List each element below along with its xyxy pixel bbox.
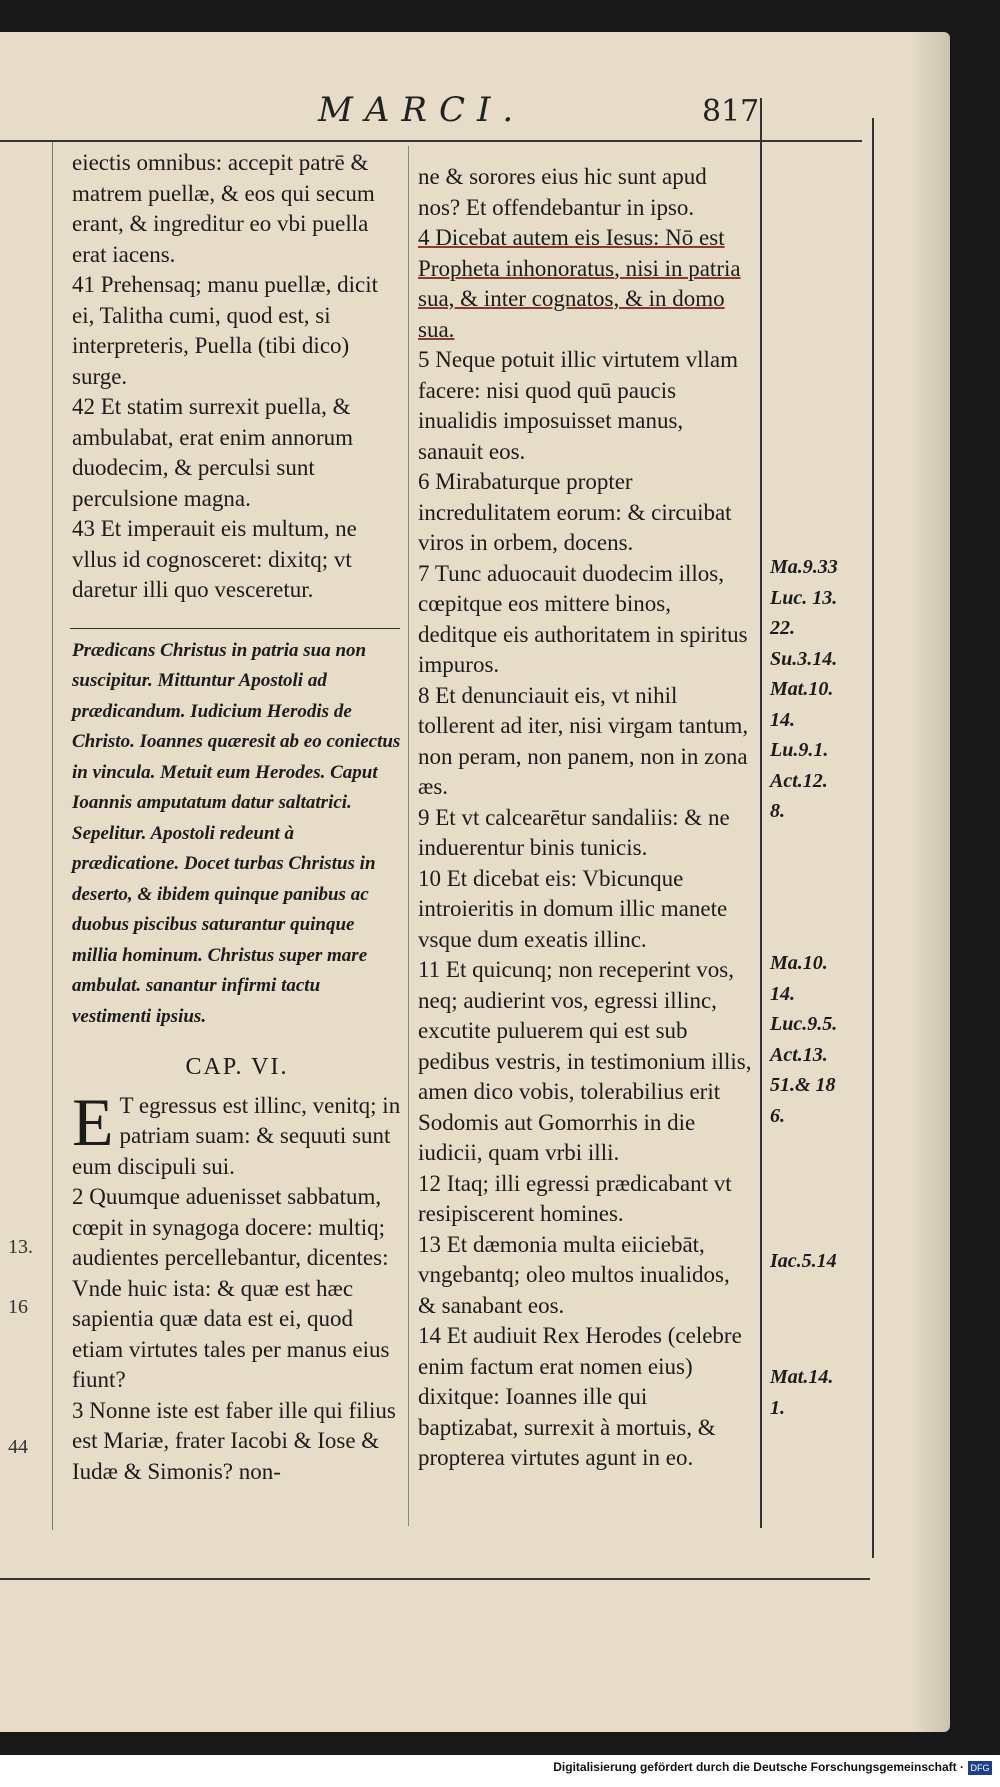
margin-ref: 8. xyxy=(770,800,785,822)
margin-ref: 14. xyxy=(770,708,795,731)
margin-refs-group-1 xyxy=(770,552,880,827)
paragraph: eiectis omnibus: accepit patrē & matrem puellæ, & eos qui secum erant, & ingreditur eo vbi puella erat iacens. xyxy=(72,150,375,267)
verse-11: 11 Et quicunq; non receperint vos, neq; audierint vos, egressi illinc, excutite puluerem qui est sub pedibus vestris, in testimonium illis, amen dico vobis, tolerabilius erit Sodomis aut Gomorrhis in die iudicii, quam vrbi illi. xyxy=(418,957,752,1165)
margin-ref: 14. xyxy=(770,982,795,1005)
verse-12: 12 Itaq; illi egressi prædicabant vt resipiscerent homines. xyxy=(418,1170,732,1226)
margin-refs-group-2 xyxy=(770,948,880,1131)
header-title: MARCI. xyxy=(318,90,526,130)
margin-ref: Luc. 13. xyxy=(770,586,838,609)
chapter-summary: Prædicans Christus in patria sua non suscipitur. Mittuntur Apostoli ad prædicandum. Iudicium Herodis de Christo. Ioannes quæresit ab eo coniectus in vincula. Metuit eum Herodes. Caput Ioannis amputatum datur saltatrici. Sepelitur. Apostoli redeunt à prædicatione. Docet turbas Christus in deserto, & ibidem quinque panibus ac duobus piscibus saturantur quinque millia hominum. Christus super mare ambulat. sanantur infirmi tactu vestimenti ipsius. xyxy=(72,639,401,1027)
header-rule xyxy=(0,140,862,142)
verse-42: 42 Et statim surrexit puella, & ambulabat, erat enim annorum duodecim, & perculsi sunt perculsione magna. xyxy=(72,394,354,511)
verse-3: 3 Nonne iste est faber ille qui filius est Mariæ, frater Iacobi & Iose & Iudæ & Simonis? non- xyxy=(72,1397,396,1484)
left-margin-number: 16 xyxy=(8,1296,28,1318)
verse-2: 2 Quumque aduenisset sabbatum, cœpit in synagoga docere: multiq; audientes percellebantur, dicentes: Vnde huic ista: & quæ est hæc sapientia quæ data est ei, quod etiam virtutes tales per manus eius fiunt? xyxy=(72,1184,390,1392)
bottom-rule xyxy=(0,1578,870,1580)
verse-41: 41 Prehensaq; manu puellæ, dicit ei, Talitha cumi, quod est, si interpreteris, Puella (tibi dico) surge. xyxy=(72,272,378,389)
left-margin-number: 44 xyxy=(8,1436,28,1458)
margin-refs-group-4 xyxy=(770,1362,880,1423)
margin-ref: Mat.10. xyxy=(770,678,834,700)
verse-7: 7 Tunc aduocauit duodecim illos, cœpitque eos mittere binos, deditque eis authoritatem in spiritus impuros. xyxy=(418,560,748,677)
page-number: 817 xyxy=(702,94,760,129)
verse-1 xyxy=(72,1083,402,1183)
left-section-rule xyxy=(52,140,53,1530)
footer-credit: Digitalisierung gefördert durch die Deutsche Forschungsgemeinschaft · xyxy=(553,1760,964,1774)
verse-13: 13 Et dæmonia multa eiiciebāt, vngebantq; oleo multos inualidos, & sanabant eos. xyxy=(418,1231,730,1318)
margin-ref: 22. xyxy=(770,617,795,639)
verse-14: 14 Et audiuit Rex Herodes (celebre enim factum erat nomen eius) dixitque: Ioannes ille qui baptizabat, surrexit à mortuis, & propterea virtutes agunt in eo. xyxy=(418,1323,742,1470)
verse-8: 8 Et denunciauit eis, vt nihil tollerent ad iter, nisi virgam tantum, non peram, non panem, non in zona æs. xyxy=(418,682,749,799)
middle-text-column xyxy=(418,162,753,1474)
outer-margin-rule xyxy=(872,118,874,1558)
margin-ref: Ma.9.33 xyxy=(770,556,838,578)
margin-ref: Lu.9.1. xyxy=(770,739,829,761)
margin-ref: 51.& 18 xyxy=(770,1074,836,1096)
left-text-column xyxy=(72,148,402,1487)
verse-4: 4 Dicebat autem eis Iesus: Nō est Propheta inhonoratus, nisi in patria sua, & inter cognatos, & in domo sua. xyxy=(418,225,741,342)
margin-ref: Su.3.14. xyxy=(770,647,838,670)
verse-43: 43 Et imperauit eis multum, ne vllus id cognosceret: dixitq; vt daretur illi quo vesceretur. xyxy=(72,516,357,602)
margin-ref: Ma.10. xyxy=(770,952,828,974)
right-column-rule xyxy=(760,98,762,1528)
margin-ref: Act.12. xyxy=(770,769,828,792)
margin-ref: 6. xyxy=(770,1104,785,1127)
drop-cap: E xyxy=(72,1083,114,1160)
verse-9: 9 Et vt calcearētur sandaliis: & ne induerentur binis tunicis. xyxy=(418,804,730,860)
margin-ref: Iac.5.14 xyxy=(770,1250,837,1272)
margin-ref: Mat.14. xyxy=(770,1366,834,1388)
margin-ref: Luc.9.5. xyxy=(770,1013,838,1035)
running-header xyxy=(0,60,870,130)
verse-6: 6 Mirabaturque propter incredulitatem eorum: & circuibat viros in orbem, docens. xyxy=(418,469,732,555)
chapter-heading: CAP. VI. xyxy=(185,1054,289,1080)
verse-5: 5 Neque potuit illic virtutem vllam facere: nisi quod quū paucis inualidis imposuisset manus, sanauit eos. xyxy=(418,347,739,464)
column-divider xyxy=(408,146,409,1526)
left-margin-number: 13. xyxy=(8,1236,33,1258)
margin-refs-group-3 xyxy=(770,1246,880,1277)
dfg-logo: DFG xyxy=(968,1761,992,1775)
verse-10: 10 Et dicebat eis: Vbicunque introieritis in domum illic manete vsque dum exeatis illinc. xyxy=(418,865,728,952)
margin-ref: Act.13. xyxy=(770,1043,828,1066)
margin-ref: 1. xyxy=(770,1396,785,1419)
verse-3-cont: ne & sorores eius hic sunt apud nos? Et offendebantur in ipso. xyxy=(418,164,707,220)
verse-1-text: T egressus est illinc, venitq; in patriam suam: & sequuti sunt eum discipuli sui. xyxy=(72,1092,401,1179)
